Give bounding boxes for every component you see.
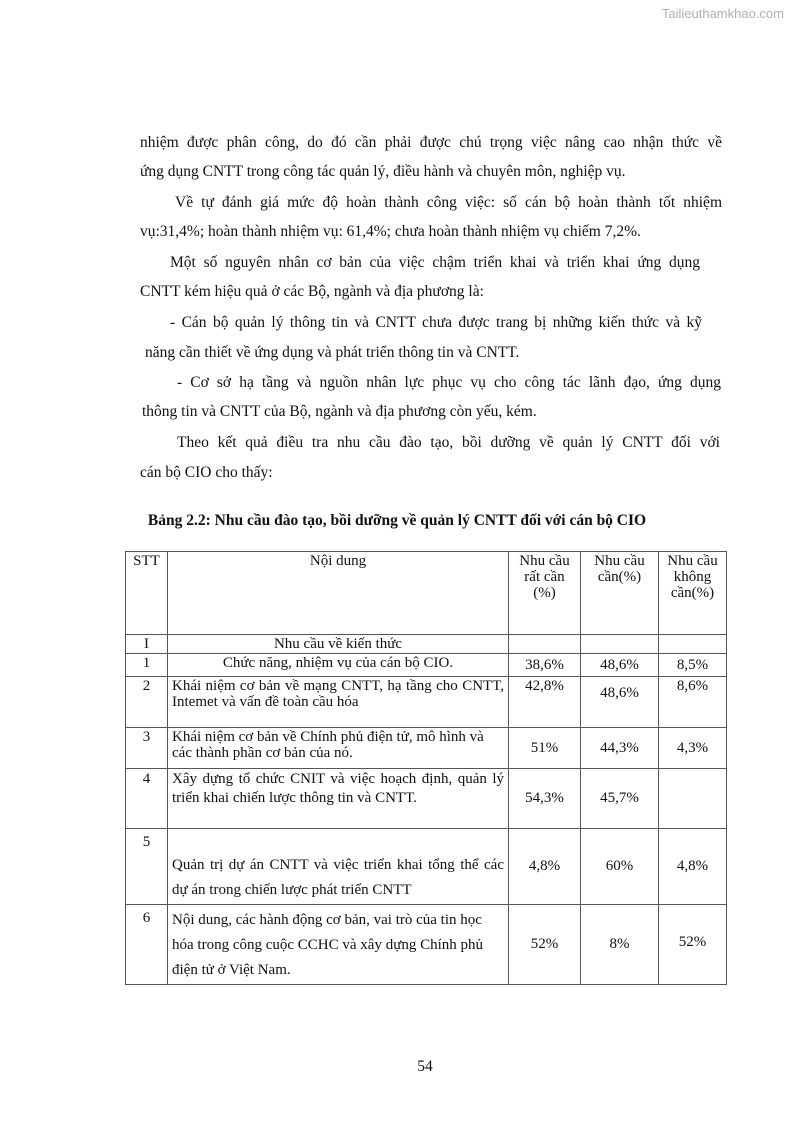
section-stt: I (126, 635, 168, 654)
row-not-needed: 4,8% (659, 829, 727, 905)
table-header-row (126, 552, 727, 635)
paragraph-line: thông tin và CNTT của Bộ, ngành và địa phương còn yếu, kém. (142, 403, 537, 420)
row-not-needed (659, 769, 727, 829)
row-very-needed: 51% (509, 728, 581, 769)
row-not-needed: 8,6% (659, 677, 727, 728)
table-row (126, 769, 727, 829)
paragraph-line: nhiệm được phân công, do đó cần phải được chú trọng việc nâng cao nhận thức về (140, 134, 722, 151)
header-very-needed: Nhu cầu rất cần (%) (509, 552, 581, 635)
row-content: Khái niệm cơ bản về mạng CNTT, hạ tầng cho CNTT, Intemet và vấn đề toàn cầu hóa (168, 677, 509, 728)
paragraph-line: Một số nguyên nhân cơ bản của việc chậm triển khai và triển khai ứng dụng (170, 254, 700, 271)
header-content: Nội dung (168, 552, 509, 635)
row-content: Nội dung, các hành động cơ bản, vai trò của tin học hóa trong công cuộc CCHC và xây dựng Chính phủ điện tử ở Việt Nam. (168, 905, 509, 985)
row-not-needed: 52% (659, 905, 727, 985)
table-caption: Bảng 2.2: Nhu cầu đào tạo, bồi dưỡng về quản lý CNTT đối với cán bộ CIO (147, 512, 647, 529)
row-needed: 8% (581, 905, 659, 985)
row-content: Xây dựng tổ chức CNIT và việc hoạch định, quản lý triển khai chiến lược thông tin và CNTT. (168, 769, 509, 829)
paragraph-line: - Cán bộ quản lý thông tin và CNTT chưa được trang bị những kiến thức và kỹ (170, 314, 702, 331)
section-label: Nhu cầu về kiến thức (168, 635, 509, 654)
table-row (126, 677, 727, 728)
header-not-needed: Nhu cầu không cần(%) (659, 552, 727, 635)
table-section-row (126, 635, 727, 654)
row-content: Khái niệm cơ bản về Chính phủ điện tử, mô hình và các thành phần cơ bản của nó. (168, 728, 509, 769)
row-very-needed: 52% (509, 905, 581, 985)
table-row (126, 654, 727, 677)
paragraph-line: CNTT kém hiệu quả ở các Bộ, ngành và địa phương là: (140, 283, 484, 300)
paragraph-line: Về tự đánh giá mức độ hoàn thành công việc: số cán bộ hoàn thành tốt nhiệm (175, 194, 722, 211)
page-number: 54 (417, 1058, 433, 1075)
row-stt: 4 (126, 769, 168, 829)
row-content: Quản trị dự án CNTT và việc triển khai tổng thể các dự án trong chiến lược phát triển CNTT (168, 829, 509, 905)
table-row (126, 905, 727, 985)
needs-table (125, 551, 727, 985)
paragraph-line: - Cơ sở hạ tầng và nguồn nhân lực phục vụ cho công tác lãnh đạo, ứng dụng (177, 374, 721, 391)
row-very-needed: 38,6% (509, 654, 581, 677)
row-very-needed: 4,8% (509, 829, 581, 905)
paragraph-line: cán bộ CIO cho thấy: (140, 464, 273, 481)
row-needed: 48,6% (581, 677, 659, 728)
row-not-needed: 4,3% (659, 728, 727, 769)
row-stt: 5 (126, 829, 168, 905)
row-very-needed: 54,3% (509, 769, 581, 829)
row-stt: 1 (126, 654, 168, 677)
paragraph-line: Theo kết quả điều tra nhu cầu đào tạo, bồi dưỡng về quản lý CNTT đối với (177, 434, 720, 451)
table-row (126, 829, 727, 905)
watermark: Tailieuthamkhao.com (661, 6, 784, 21)
row-not-needed: 8,5% (659, 654, 727, 677)
paragraph-line: năng cần thiết về ứng dụng và phát triển thông tin và CNTT. (145, 344, 520, 361)
header-needed: Nhu cầu cần(%) (581, 552, 659, 635)
paragraph-line: vụ:31,4%; hoàn thành nhiệm vụ: 61,4%; chưa hoàn thành nhiệm vụ chiếm 7,2%. (140, 223, 641, 240)
row-needed: 45,7% (581, 769, 659, 829)
row-needed: 48,6% (581, 654, 659, 677)
paragraph-line: ứng dụng CNTT trong công tác quản lý, điều hành và chuyên môn, nghiệp vụ. (140, 163, 626, 180)
table-row (126, 728, 727, 769)
row-needed: 44,3% (581, 728, 659, 769)
row-stt: 3 (126, 728, 168, 769)
row-very-needed: 42,8% (509, 677, 581, 728)
row-stt: 2 (126, 677, 168, 728)
row-stt: 6 (126, 905, 168, 985)
row-content: Chức năng, nhiệm vụ của cán bộ CIO. (168, 654, 509, 677)
header-stt: STT (126, 552, 168, 635)
row-needed: 60% (581, 829, 659, 905)
